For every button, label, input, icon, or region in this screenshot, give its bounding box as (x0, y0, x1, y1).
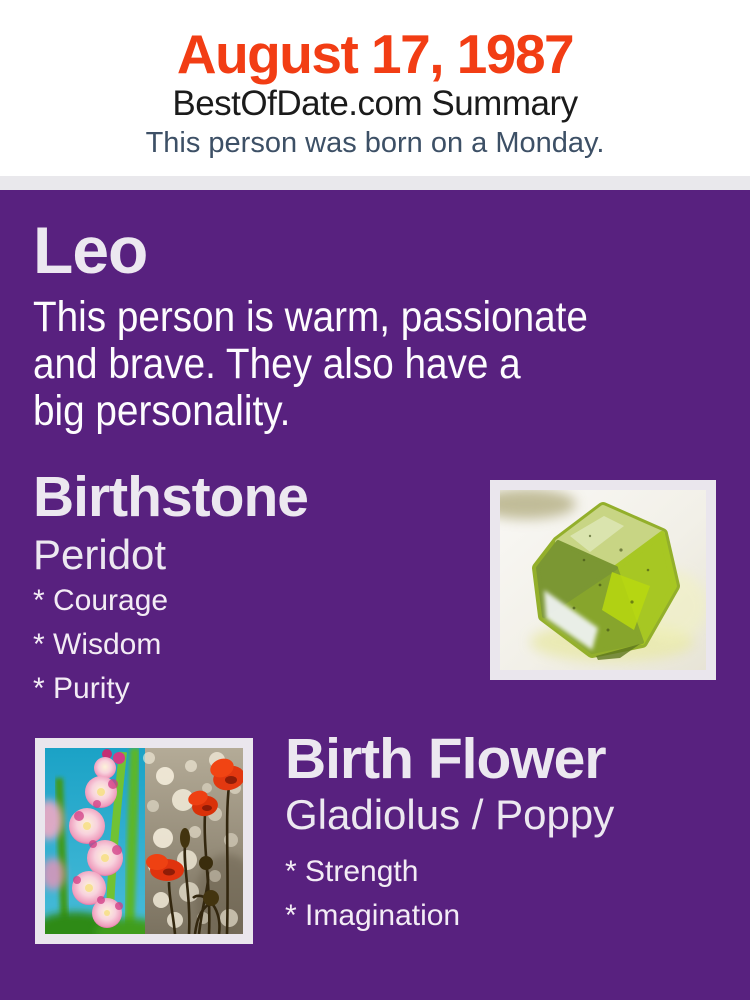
divider-strip (0, 176, 750, 190)
peridot-gemstone-photo (500, 490, 706, 670)
birthstone-photo-frame (490, 480, 716, 680)
born-day-line: This person was born on a Monday. (145, 127, 605, 159)
birthstone-trait: * Courage (33, 584, 169, 617)
birthstone-trait: * Purity (33, 672, 130, 705)
zodiac-description-line: and brave. They also have a (33, 340, 521, 388)
birthstone-heading: Birthstone (33, 465, 308, 529)
zodiac-description (33, 294, 588, 435)
zodiac-description-line: This person is warm, passionate (33, 293, 588, 341)
birth-flower-trait: * Imagination (285, 899, 461, 932)
birth-flower-name: Gladiolus / Poppy (285, 791, 615, 838)
site-summary-title: BestOfDate.com Summary (172, 84, 578, 123)
zodiac-sign-heading: Leo (33, 213, 148, 287)
zodiac-description-line: big personality. (33, 387, 291, 435)
birthstone-trait: * Wisdom (33, 628, 162, 661)
birth-flower-trait: * Strength (285, 855, 419, 888)
birth-flower-heading: Birth Flower (285, 727, 606, 791)
birth-flower-photo-frame (35, 738, 253, 944)
date-title: August 17, 1987 (176, 23, 574, 85)
gladiolus-poppy-photo (45, 748, 243, 934)
birthstone-name: Peridot (33, 531, 167, 578)
